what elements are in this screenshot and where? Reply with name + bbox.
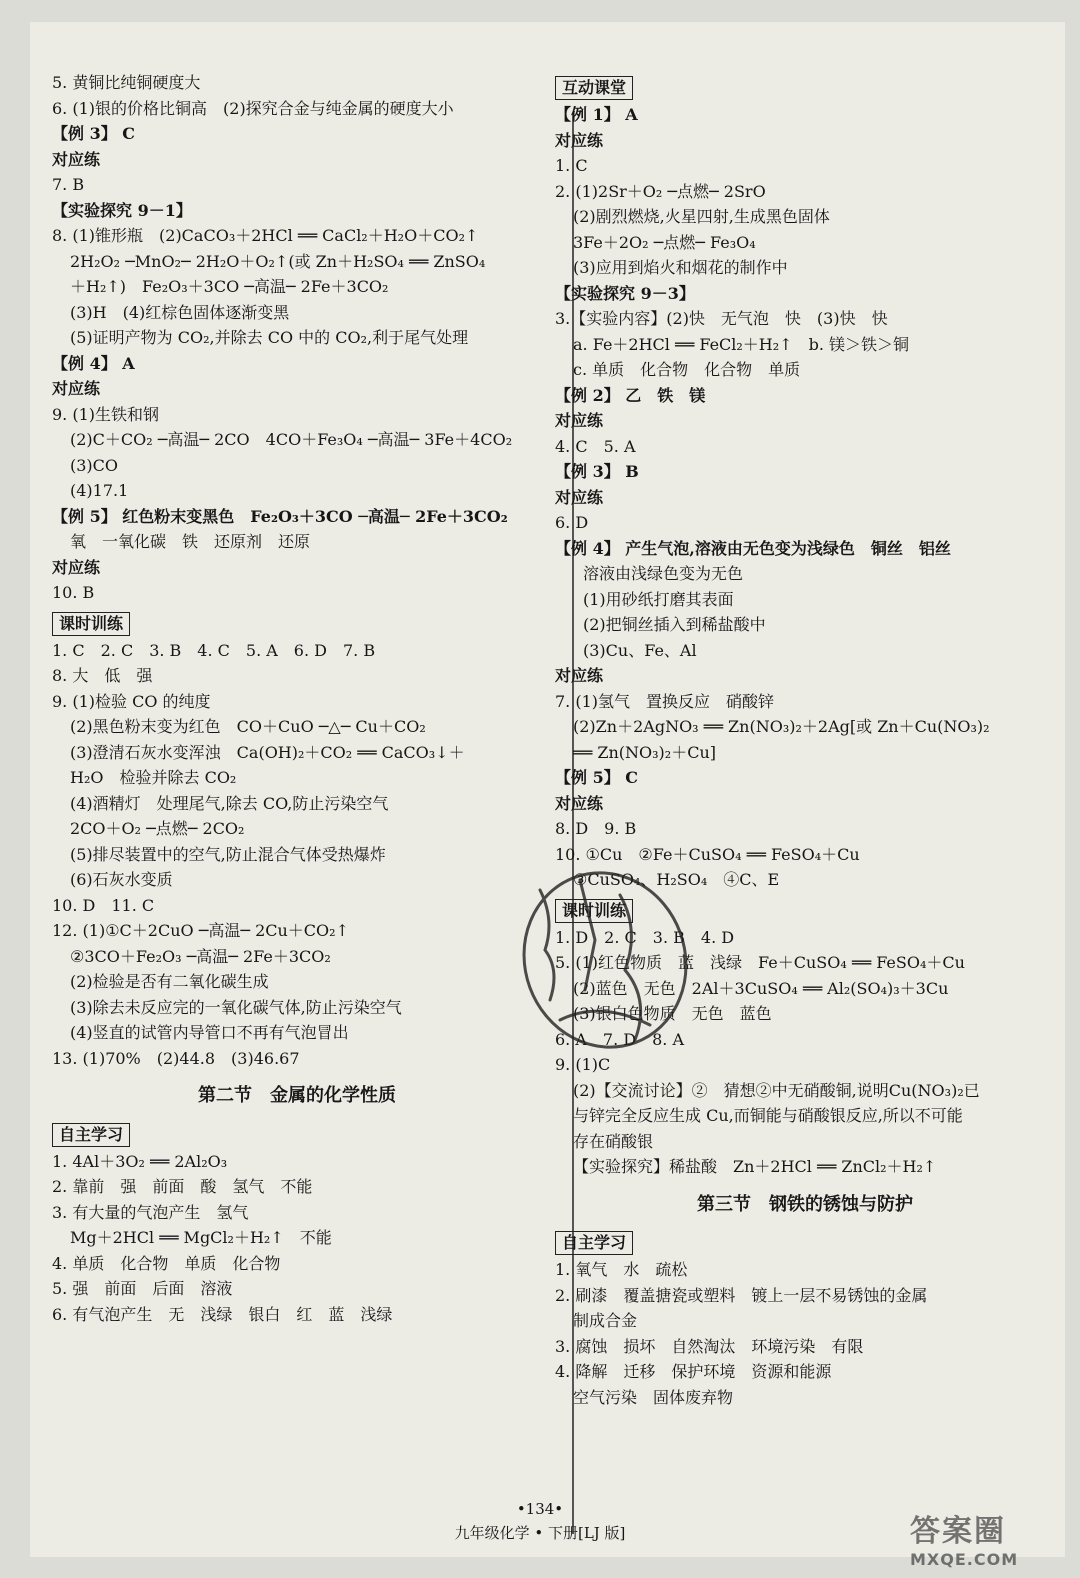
section-tag: 课时训练	[52, 612, 130, 636]
answer-line: 9. (1)C	[555, 1055, 611, 1074]
answer-line: 3Fe＋2O₂ ─点燃─ Fe₃O₄	[573, 232, 756, 252]
answer-line: 7. (1)氢气 置换反应 硝酸锌	[555, 691, 775, 711]
answer-line: Mg＋2HCl ══ MgCl₂＋H₂↑ 不能	[70, 1228, 332, 1247]
answer-line: 【例 2】 乙 铁 镁	[555, 385, 706, 405]
answer-line: 【例 5】 红色粉末变黑色 Fe₂O₃＋3CO ─高温─ 2Fe＋3CO₂	[52, 506, 508, 526]
section-heading: 第二节 金属的化学性质	[198, 1085, 396, 1106]
answer-line: (2)检验是否有二氧化碳生成	[70, 972, 269, 991]
answer-line: 4. C 5. A	[555, 436, 636, 456]
answer-line: 对应练	[555, 487, 604, 507]
answer-line: (4)17.1	[70, 481, 129, 500]
answer-line: 3. 有大量的气泡产生 氢气	[52, 1202, 249, 1222]
answer-line: (5)排尽装置中的空气,防止混合气体受热爆炸	[70, 844, 386, 864]
answer-line: (3)澄清石灰水变浑浊 Ca(OH)₂＋CO₂ ══ CaCO₃↓＋	[70, 742, 465, 762]
answer-line: 对应练	[555, 666, 604, 685]
answer-line: 【实验探究】稀盐酸 Zn＋2HCl ══ ZnCl₂＋H₂↑	[573, 1157, 937, 1176]
watermark-url: MXQE.COM	[910, 1550, 1019, 1569]
answer-line: (3)应用到焰火和烟花的制作中	[573, 258, 788, 277]
book-title: 九年级化学 • 下册[LJ 版]	[454, 1524, 626, 1542]
answer-line: (2)C＋CO₂ ─高温─ 2CO 4CO＋Fe₃O₄ ─高温─ 3Fe＋4CO₂	[70, 430, 513, 449]
section-tag: 自主学习	[52, 1123, 130, 1147]
answer-line: (3)Cu、Fe、Al	[583, 640, 697, 660]
answer-line: 存在硝酸银	[573, 1131, 654, 1151]
answer-line: 对应练	[555, 793, 604, 813]
answer-line: (1)用砂纸打磨其表面	[583, 589, 734, 609]
answer-line: 12. (1)①C＋2CuO ─高温─ 2Cu＋CO₂↑	[52, 921, 349, 940]
watermark-logo	[910, 1506, 1060, 1569]
answer-line: 对应练	[52, 149, 101, 169]
answer-line: 8. (1)锥形瓶 (2)CaCO₃＋2HCl ══ CaCl₂＋H₂O＋CO₂↑	[52, 226, 479, 245]
answer-line: 3. 腐蚀 损坏 自然淘汰 环境污染 有限	[555, 1336, 864, 1356]
answer-line: 2. (1)2Sr＋O₂ ─点燃─ 2SrO	[555, 181, 766, 201]
answer-line: 【实验探究 9－1】	[52, 200, 192, 220]
answer-line: 制成合金	[573, 1311, 638, 1330]
answer-line: 8. D 9. B	[555, 819, 637, 838]
answer-line: (3)H (4)红棕色固体逐渐变黑	[70, 302, 290, 322]
answer-line: 与锌完全反应生成 Cu,而铜能与硝酸银反应,所以不可能	[573, 1106, 963, 1125]
answer-line: 7. B	[52, 175, 85, 194]
answer-line: 对应练	[555, 130, 604, 150]
answer-line: 1. D 2. C 3. B 4. D	[555, 927, 735, 947]
answer-line: 【例 4】 A	[52, 353, 135, 373]
answer-line: 4. 单质 化合物 单质 化合物	[52, 1253, 281, 1273]
answer-line: ③CuSO₄、H₂SO₄ ④C、E	[573, 870, 780, 889]
answer-line: 【例 1】 A	[555, 105, 638, 124]
answer-line: (2)蓝色 无色 2Al＋3CuSO₄ ══ Al₂(SO₄)₃＋3Cu	[573, 978, 949, 998]
answer-line: ②3CO＋Fe₂O₃ ─高温─ 2Fe＋3CO₂	[70, 946, 331, 966]
answer-line: 1. C	[555, 156, 588, 175]
answer-line: (2)把铜丝插入到稀盐酸中	[583, 615, 766, 634]
section-tag: 课时训练	[555, 899, 633, 923]
answer-line: 10. B	[52, 583, 95, 602]
answer-line: 对应练	[555, 411, 604, 430]
answer-line: 1. C 2. C 3. B 4. C 5. A 6. D 7. B	[52, 640, 376, 660]
right-column	[555, 70, 1055, 1410]
answer-line: (4)酒精灯 处理尾气,除去 CO,防止污染空气	[70, 793, 389, 813]
answer-line: 3.【实验内容】(2)快 无气泡 快 (3)快 快	[555, 309, 888, 328]
answer-line: 6. D	[555, 513, 589, 532]
answer-line: 10. ①Cu ②Fe＋CuSO₄ ══ FeSO₄＋Cu	[555, 844, 860, 864]
answer-line: 5. 强 前面 后面 溶液	[52, 1279, 233, 1298]
answer-line: a. Fe＋2HCl ══ FeCl₂＋H₂↑ b. 镁＞铁＞铜	[573, 334, 909, 354]
answer-line: 2. 刷漆 覆盖搪瓷或塑料 镀上一层不易锈蚀的金属	[555, 1285, 928, 1305]
answer-line: (3)除去未反应完的一氧化碳气体,防止污染空气	[70, 997, 402, 1017]
page-number: •134•	[516, 1500, 564, 1518]
answer-line: H₂O 检验并除去 CO₂	[70, 768, 237, 787]
answer-line: 8. 大 低 强	[52, 666, 153, 685]
answer-line: (5)证明产物为 CO₂,并除去 CO 中的 CO₂,利于尾气处理	[70, 328, 469, 347]
answer-line: 2CO＋O₂ ─点燃─ 2CO₂	[70, 819, 245, 838]
answer-line: 13. (1)70% (2)44.8 (3)46.67	[52, 1048, 300, 1068]
answer-line: (6)石灰水变质	[70, 870, 173, 889]
answer-line: 1. 4Al＋3O₂ ══ 2Al₂O₃	[52, 1151, 228, 1171]
answer-line: 【例 3】 B	[555, 462, 639, 481]
section-tag-row	[555, 70, 1055, 102]
section-tag: 自主学习	[555, 1231, 633, 1255]
answer-line: 6. A 7. D 8. A	[555, 1029, 684, 1049]
answer-line: (3)银白色物质 无色 蓝色	[573, 1004, 772, 1023]
answer-line: ══ Zn(NO₃)₂＋Cu]	[573, 742, 716, 762]
answer-line: (2)黑色粉末变为红色 CO＋CuO ─△─ Cu＋CO₂	[70, 717, 426, 736]
section-tag: 互动课堂	[555, 76, 633, 100]
answer-line: (2)剧烈燃烧,火星四射,生成黑色固体	[573, 207, 830, 226]
answer-line: 2H₂O₂ ─MnO₂─ 2H₂O＋O₂↑(或 Zn＋H₂SO₄ ══ ZnSO₄	[70, 251, 486, 271]
answer-line: 【例 5】 C	[555, 768, 639, 787]
section-tag-row	[555, 1225, 1055, 1257]
section-tag-row	[555, 893, 1055, 925]
answer-line: (4)竖直的试管内导管口不再有气泡冒出	[70, 1023, 349, 1042]
answer-line: 对应练	[52, 379, 101, 398]
answer-line: (2)Zn＋2AgNO₃ ══ Zn(NO₃)₂＋2Ag[或 Zn＋Cu(NO₃)₂	[573, 717, 990, 736]
answer-line: (2)【交流讨论】② 猜想②中无硝酸铜,说明Cu(NO₃)₂已	[573, 1080, 980, 1100]
answer-line: 【例 4】 产生气泡,溶液由无色变为浅绿色 铜丝 铝丝	[555, 538, 951, 558]
answer-line: 对应练	[52, 557, 101, 577]
answer-line: (3)CO	[70, 455, 119, 475]
section-tag-row	[52, 606, 542, 638]
answer-line: 【例 3】 C	[52, 124, 136, 143]
answer-line: 2. 靠前 强 前面 酸 氢气 不能	[52, 1177, 313, 1196]
watermark-text: 答案圈	[910, 1514, 1006, 1549]
answer-line: 9. (1)检验 CO 的纯度	[52, 691, 211, 711]
answer-line: 9. (1)生铁和钢	[52, 404, 160, 424]
answer-line: 5. 黄铜比纯铜硬度大	[52, 73, 201, 92]
answer-line: 【实验探究 9－3】	[555, 283, 695, 303]
answer-line: 溶液由浅绿色变为无色	[583, 564, 744, 583]
answer-line: 10. D 11. C	[52, 895, 155, 915]
answer-line: 5. (1)红色物质 蓝 浅绿 Fe＋CuSO₄ ══ FeSO₄＋Cu	[555, 953, 965, 972]
left-column	[52, 70, 542, 1327]
answer-line: 4. 降解 迁移 保护环境 资源和能源	[555, 1362, 832, 1381]
section-tag-row	[52, 1117, 542, 1149]
answer-line: 氧 一氧化碳 铁 还原剂 还原	[70, 532, 311, 551]
answer-line: 6. 有气泡产生 无 浅绿 银白 红 蓝 浅绿	[52, 1304, 393, 1324]
section-heading: 第三节 钢铁的锈蚀与防护	[697, 1193, 913, 1215]
answer-line: c. 单质 化合物 化合物 单质	[573, 360, 801, 379]
answer-line: ＋H₂↑) Fe₂O₃＋3CO ─高温─ 2Fe＋3CO₂	[70, 277, 389, 296]
answer-line: 6. (1)银的价格比铜高 (2)探究合金与纯金属的硬度大小	[52, 98, 454, 118]
answer-line: 空气污染 固体废弃物	[573, 1387, 734, 1407]
answer-line: 1. 氧气 水 疏松	[555, 1260, 688, 1279]
